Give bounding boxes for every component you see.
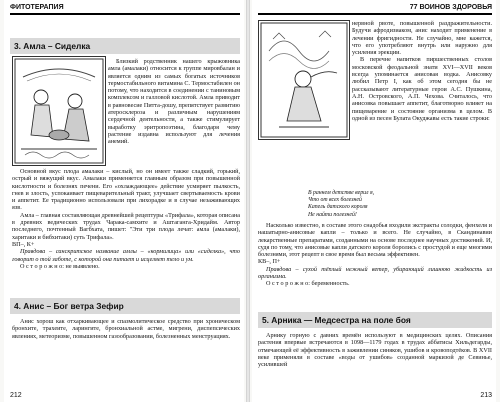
right-page — [252, 0, 496, 402]
running-head-left: ФИТОТЕРАПИЯ — [10, 4, 64, 11]
pravda-text: – санскритское название амлы – «кормилица» или «сиделка», что говорит о той заботе, с которой она питает и исцеляет тело и ум. — [12, 248, 240, 263]
top-text-wrap — [352, 20, 492, 122]
dosha-line-right: КВ–, П+ — [258, 258, 281, 266]
dosha-line: ВП–, К+ — [12, 240, 35, 248]
right-top-paragraph: нервной рвоте, повышенной раздражительности. Будучи афродизиаком, анис находит применение в лечении фригидности. Не случайно, мне кажется, что его употребляют внутрь или наружно для усиления эрекции. — [352, 20, 492, 57]
caution-text: : не выявлено. — [62, 262, 100, 270]
verse-line: Капель датского короля — [308, 204, 368, 211]
right-para-2: В перечне напитков пиршественных столов московской феодальной знати XVI—XVII веков всегда упоминается анисовая водка. Анисовку любил Петр I, как об этом сегодня бы не рассказывают литературные герои А.С. Пушкина, А.Н. Островского, А.П. Чехова. Считалось, что анисовка повышает аппетит, благотворно влияет на пищеварение и состояние организма в целом. В одной из песен Булата Окуджавы есть такие строки: — [352, 56, 492, 122]
amla-pravda — [12, 248, 240, 263]
left-page — [4, 0, 244, 402]
arnica-para: Арнику горную с давних времён используют в медицинских целях. Описания растения впервые встречаются в 1098—1179 годах в трудах аббатисы Хильдегарды, отмечающей её эффективность в заживлении синяков, ушибов и кровоподтёков. В XVII веке применяли в составе «воды от ушибов» созданной маркизой де Севинье, усилившей — [258, 332, 492, 369]
song-verse — [308, 190, 458, 219]
intro-paragraph: Близкий родственник нашего крыжовника амла (амалаки) относится к группе мировбалан и является одним из самых богатых источников термостабильного витамина С. Термостабилен он потому, что находится в соединении с таниновым комплексом и галловой кислотой. Амла приводит в равновесие Питта-дошу, препятствует развитию атеросклероза и различным нарушениям сердечной деятельности, а также стимулирует выработку эритропоэтина, благодаря чему растение издавна используют для лечения анемий. — [108, 58, 240, 146]
anise-caution — [258, 280, 492, 287]
page-number-right: 213 — [480, 392, 492, 399]
header-rule-right — [258, 13, 492, 15]
caution-text-right: : беременность. — [308, 280, 350, 288]
caution-label-right: О с т о р о ж н о — [266, 280, 309, 288]
amla-para-2: Основной вкус плода амалаки – кислый, но он имеет также сладкий, горький, острый и вяжущий вкус. Амалаки применяется главным образом при повышенной кислотности и болезнях печени. Его «охлаждающее» действие усмиряет пылкость, гнев и злость, успокаивает пищеварительный тракт, улучшает свертываемость крови и аппетит. Ее традиционно использовали при лихорадке и в случае незаживающих язв. — [12, 168, 240, 212]
amla-caution — [12, 263, 240, 270]
anise-illustration — [258, 20, 350, 140]
section-title-arnica: 5. Арника — Медсестра на поле боя — [258, 312, 492, 328]
anise-pravda — [258, 266, 492, 281]
header-rule — [10, 13, 240, 15]
caution-label: О с т о р о ж н о — [20, 262, 63, 270]
illustration-drawing-right — [259, 21, 349, 139]
verse-line: В раннем детстве верил я, — [308, 190, 375, 196]
anise-para: Анис хорош как отхаркивающее и спазмолитическое средство при хроническом бронхите, трахеите, ларингите, бронхиальной астме, мигрени, диспепсических явлениях, метеоризме, повышенном газообразовании, болезненных менструациях. — [12, 318, 240, 340]
illustration-drawing — [13, 57, 105, 165]
left-body-text — [12, 168, 240, 270]
intro-text-wrap — [108, 58, 240, 146]
verse-line: Не найти полезней! — [308, 211, 357, 218]
section-title-anise: 4. Анис – Бог ветра Зефир — [10, 298, 240, 314]
section-title-amla: 3. Амла – Сиделка — [10, 38, 240, 54]
amla-para-3: Амла – главная составляющая древнейшей рецептуры «Трифала», которая описана в древних ведических трудах Чарака-самхите и Аштаганга-Хридайм. Автор последнего, почтенный Вагбхата, пишет: "Эти три плода лечат: амла (амалаки), харитаки и бибхитаки) суть Трифала». — [12, 211, 240, 241]
right-para-3: Насколько известно, в составе этого снадобья входили экстракты солодки, фенхеля и нашатырно-анисовые капли – только и всего. Не случайно, в Скандинавии лекарственные препаратами, созданными на основе последнее научных достижений. И, судя по тому, что анисовые капли датского короля боролись с простудой и еще многими болезнями, этот рецепт в свое время был весьма эффективен. — [258, 222, 492, 259]
pravda-label: Правдова — [20, 248, 46, 256]
verse-line: Что от всех болезней — [308, 197, 362, 204]
running-head-right: 77 ВОИНОВ ЗДОРОВЬЯ — [409, 4, 492, 11]
anise-text — [12, 318, 240, 340]
page-number-left: 212 — [10, 392, 22, 399]
pravda-label-right: Правдова — [266, 265, 292, 273]
arnica-text — [258, 332, 492, 368]
pravda-text-right: – сухой тёплый нежный ветер, убирающий лишнюю жидкость из организма. — [258, 265, 492, 281]
book-gutter — [246, 0, 250, 402]
right-body-text — [258, 222, 492, 288]
amla-illustration — [12, 56, 106, 166]
